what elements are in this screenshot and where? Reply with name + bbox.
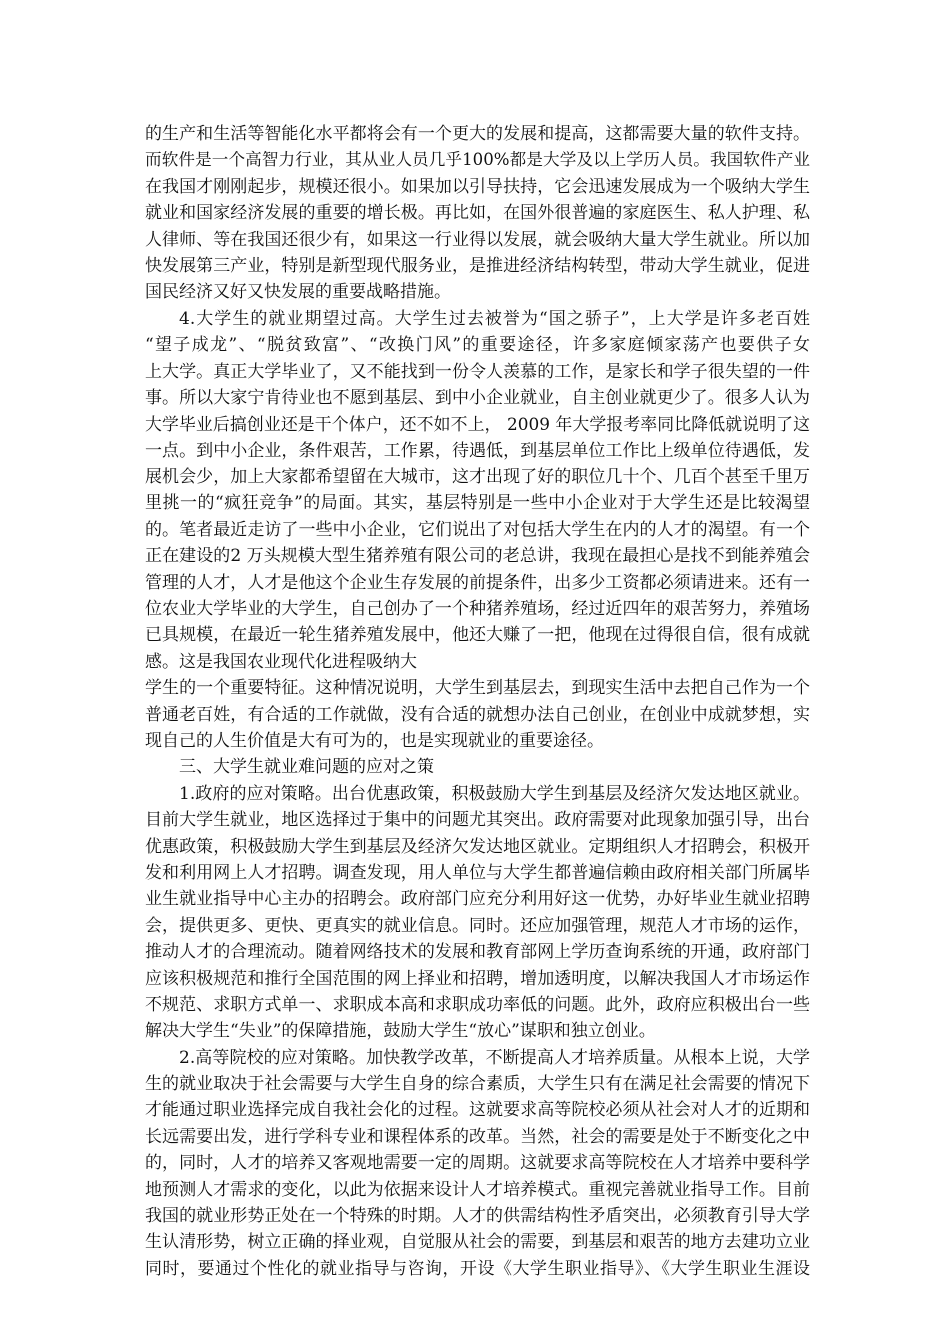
text-line: 已具规模，在最近一轮生猪养殖发展中，他还大赚了一把，他现在过得很自信，很有成就 xyxy=(145,625,810,646)
document-body xyxy=(145,121,810,1282)
text-line: 的。笔者最近走访了一些中小企业，它们说出了对包括大学生在内的人才的渴望。有一个 xyxy=(145,519,810,540)
text-line: 就业和国家经济发展的重要的增长极。再比如，在国外很普遍的家庭医生、私人护理、私 xyxy=(145,203,810,224)
text-line: 学生的一个重要特征。这种情况说明，大学生到基层去，到现实生活中去把自己作为一个 xyxy=(145,678,810,699)
text-line: 事。所以大家宁肯待业也不愿到基层、到中小企业就业，自主创业就更少了。很多人认为 xyxy=(145,387,810,408)
text-line: 地预测人才需求的变化，以此为依据来设计人才培养模式。重视完善就业指导工作。目前 xyxy=(145,1179,810,1200)
paragraph-start-line: 1.政府的应对策略。出台优惠政策，积极鼓励大学生到基层及经济欠发达地区就业。 xyxy=(179,783,810,804)
text-line: 我国的就业形势正处在一个特殊的时期。人才的供需结构性矛盾突出，必须教育引导大学 xyxy=(145,1206,810,1227)
text-line: 的生产和生活等智能化水平都将会有一个更大的发展和提高，这都需要大量的软件支持。 xyxy=(145,124,810,144)
text-line: 生的就业取决于社会需要与大学生自身的综合素质，大学生只有在满足社会需要的情况下 xyxy=(145,1074,810,1095)
text-line: 大学毕业后搞创业还是干个体户，还不如不上， 2009 年大学报考率同比降低就说明了这 xyxy=(145,414,810,435)
text-line: 人律师、等在我国还很少有，如果这一行业得以发展，就会吸纳大量大学生就业。所以加 xyxy=(145,229,810,250)
text-line: 生认清形势，树立正确的择业观，自觉服从社会的需要，到基层和艰苦的地方去建功立业 xyxy=(145,1232,810,1253)
text-line: 会，提供更多、更快、更真实的就业信息。同时。还应加强管理，规范人才市场的运作， xyxy=(145,915,810,936)
text-line: 国民经济又好又快发展的重要战略措施。 xyxy=(145,282,451,303)
text-line: 解决大学生“失业”的保障措施，鼓励大学生“放心”谋职和独立创业。 xyxy=(145,1021,656,1042)
text-line: 感。这是我国农业现代化进程吸纳大 xyxy=(145,651,417,672)
text-line: 同时，要通过个性化的就业指导与咨询，开设《大学生职业指导》、《大学生职业生涯设 xyxy=(145,1258,810,1279)
text-line: 展机会少，加上大家都希望留在大城市，这才出现了好的职位几十个、几百个甚至千里万 xyxy=(145,467,810,488)
text-line: 长远需要出发，进行学科专业和课程体系的改革。当然，社会的需要是处于不断变化之中 xyxy=(145,1126,810,1147)
text-line: “望子成龙”、“脱贫致富”、“改换门风”的重要途径，许多家庭倾家荡产也要供子女 xyxy=(145,335,810,356)
text-line: 发和利用网上人才招聘。调查发现，用人单位与大学生都普遍信赖由政府相关部门所属毕 xyxy=(145,862,810,883)
text-line: 位农业大学毕业的大学生，自己创办了一个种猪养殖场，经过近四年的艰苦努力，养殖场 xyxy=(145,599,810,620)
text-line: 普通老百姓，有合适的工作就做，没有合适的就想办法自己创业，在创业中成就梦想，实 xyxy=(145,704,810,725)
text-line: 管理的人才，人才是他这个企业生存发展的前提条件，出多少工资都必须请进来。还有一 xyxy=(145,572,810,593)
text-line: 推动人才的合理流动。随着网络技术的发展和教育部网上学历查询系统的开通，政府部门 xyxy=(145,942,810,963)
text-line: 优惠政策，积极鼓励大学生到基层及经济欠发达地区就业。定期组织人才招聘会，积极开 xyxy=(145,836,810,857)
section-heading: 三、大学生就业难问题的应对之策 xyxy=(179,757,434,778)
text-line: 才能通过职业选择完成自我社会化的过程。这就要求高等院校必须从社会对人才的近期和 xyxy=(145,1100,810,1121)
text-line: 的，同时，人才的培养又客观地需要一定的周期。这就要求高等院校在人才培养中要科学 xyxy=(145,1153,810,1174)
text-line: 业生就业指导中心主办的招聘会。政府部门应充分利用好这一优势，办好毕业生就业招聘 xyxy=(145,889,810,910)
text-line: 在我国才刚刚起步，规模还很小。如果加以引导扶持，它会迅速发展成为一个吸纳大学生 xyxy=(145,176,810,197)
text-line: 应该积极规范和推行全国范围的网上择业和招聘，增加透明度，以解决我国人才市场运作 xyxy=(145,968,810,989)
text-line: 现自己的人生价值是大有可为的，也是实现就业的重要途径。 xyxy=(145,730,604,751)
text-line: 上大学。真正大学毕业了，又不能找到一份令人羡慕的工作，是家长和学子很失望的一件 xyxy=(145,361,810,382)
text-line: 里挑一的“疯狂竞争”的局面。其实，基层特别是一些中小企业对于大学生还是比较渴望 xyxy=(145,493,810,514)
text-line: 正在建设的2 万头规模大型生猪养殖有限公司的老总讲，我现在最担心是找不到能养殖会 xyxy=(145,546,810,567)
paragraph-start-line: 4.大学生的就业期望过高。大学生过去被誉为“国之骄子”，上大学是许多老百姓 xyxy=(179,308,810,329)
text-line: 不规范、求职方式单一、求职成本高和求职成功率低的问题。此外，政府应积极出台一些 xyxy=(145,994,810,1015)
text-line: 一点。到中小企业，条件艰苦，工作累，待遇低，到基层单位工作比上级单位待遇低，发 xyxy=(145,440,810,461)
text-line: 快发展第三产业，特别是新型现代服务业，是推进经济结构转型，带动大学生就业，促进 xyxy=(145,255,810,276)
text-line: 目前大学生就业，地区选择过于集中的问题尤其突出。政府需要对此现象加强引导，出台 xyxy=(145,810,810,831)
text-line: 而软件是一个高智力行业，其从业人员几乎100%都是大学及以上学历人员。我国软件产业 xyxy=(145,150,810,170)
paragraph-start-line: 2.高等院校的应对策略。加快教学改革，不断提高人才培养质量。从根本上说，大学 xyxy=(179,1047,810,1068)
